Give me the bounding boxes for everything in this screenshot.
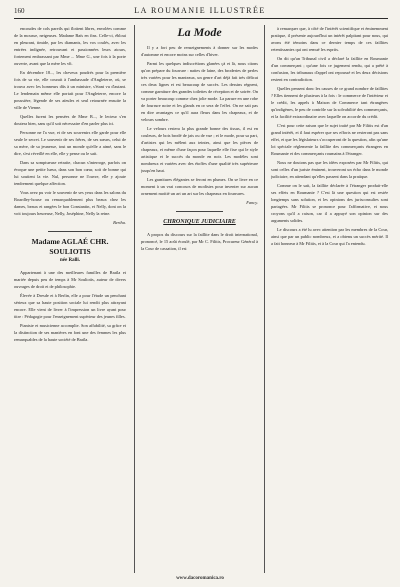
section-divider <box>176 211 223 212</box>
paragraph: Le velours restera la plus grande bonne des tissus, il est en couleurs, de bois brodé de jais ou de vue ; et le mode, pour sa part, d'artistes qui les mêlent aux teintes, ainsi que les pièces de chapeaux, et même d'une façon pour laquelle elle fixe qui le style artistique et le succès du monde en noir. Les modèles sont nombreux et variées avec des étoffes d'une qualité très supérieure jusqu'en haut. <box>141 126 258 173</box>
paragraph: Quelles furent les pensées de Mme B..., le lecteur s'en doutera bien, sans qu'il soit nécessaire d'en parler plus ici. <box>14 114 126 126</box>
paragraph: Nous ne doutons pas que les idées exposées par Mr Filitis, qui sont celles d'un juriste éminent, trouveront un écho dans le monde judiciaire, en attendant qu'elles passent dans la pratique. <box>271 160 388 179</box>
column-3 <box>271 25 388 573</box>
paragraph: Dans sa somptueuse retraite, chacun s'interroge, parfois on évoque une petite lueur, dans son bon cœur, soit de bonne qui lui soutient la vie. Nul, personne ne l'ouvre, elle y ajoute tendrement quelque affection. <box>14 160 126 186</box>
article-title: La Mode <box>177 25 222 39</box>
section-title: CHRONIQUE JUDICIAIRE <box>163 219 236 225</box>
footer-url: www.dacoromanica.ro <box>176 576 224 581</box>
paragraph: En décembre 18..., les cheveux poudrés pour la première fois de sa vie, elle courait à l'ambassade d'Angleterre, où, se trouva avec les honneurs dûs à un ministre, s'étant vu d'autant. Le lendemain même elle portait pour l'Angleterre, encore la poussière, légende de ses aïeules et seul retournée ensuite la ville de Vienne. <box>14 70 126 110</box>
column-divider <box>134 25 135 573</box>
paragraph: C'est pour cette raison que le sujet traité par Mr Filitis est d'un grand intérêt, et il faut espérer que ses efforts ne resteront pas sans effet, et que les législateurs s'occuperont de la question, afin qu'une loi spéciale réglemente la faillite des commerçants étrangers en Roumanie et des commerçants roumains à l'étranger. <box>271 123 388 156</box>
page-number: 160 <box>14 7 25 15</box>
paragraph: Parmi les quelques indiscrétions glanées çà et là, nous citons qu'on prépare du fourrure : nattes de laine, des broderies de perles très variées pour les manteaux, un genre d'art déjà fait très délicat ces deux lignes et est beaucoup de succès. Les dessins régnent, comme garniture des grandes toilettes de réception et de soirée. On va porter beaucoup comme chez jolie mode. La parure en une robe de fourrure noire et les glands en or sera de l'effet. On ne sait pas en dire avantages ce qu'il aura fleurs dans les chapeaux, et de velours sombre. <box>141 61 258 122</box>
section-divider <box>48 231 93 232</box>
paragraph: Personne ne l'a vue, et de ses souvenirs elle garde pour elle seule le secret. Le souvenir de ses frêres, de ses sœurs, celui de sa mère, de sa jeunesse, tout un monde qu'elle a aimé, sans le dire, s'est réveillé en elle, elle y pense ou le sait. <box>14 130 126 156</box>
paragraph: Vous avez pu voir le souvenir de ses yeux dans les salons du Boardley-house ou remarquablement plus beaux chez les dames, beaux et rangées le bon Constantin, et Nelly, dont on la voit toujours heureuse, Nelly, Joséphine, Nelly la reine. <box>14 190 126 216</box>
paragraph: Les garnitures élégantes se feront en plumes. On se livre en ce moment à un vrai concours de modistes pour inventer sur aucun ornement moitié un art un art sur les chapeaux en fourrures. <box>141 177 258 196</box>
paragraph: à remarquer que, à côté de l'intérêt scientifique et éminemment pratique, il présente aujourd'hui un intérêt palpitant pour nous, qui avons été témoins dans ce dernier temps de ces faillites retentissantes qui ont remué les esprits. <box>271 26 388 52</box>
paragraph: Appartenant à une des meilleures familles de Braïla et mariée depuis peu de temps à Mr Souliotis, auteur de divers ouvrages de droit et de philosophie. <box>14 270 126 289</box>
column-2 <box>141 25 258 573</box>
paragraph: Le discours a été lu avec attention par les membres de la Cour, ainsi que par un public nombreux, et a obtenu un succès mérité. Il a fait honneur à Mr Filitis, et à la Cour qui l'a entendu. <box>271 227 388 246</box>
column-divider <box>264 25 265 573</box>
signature: Bertha. <box>113 220 126 225</box>
paragraph: A propos du discours sur la faillite dans le droit international, prononcé, le 15 août écoulé, par Mr C. Filitis, Procureur Général à la Cour de cassation, il est <box>141 232 258 251</box>
paragraph: Élevée à Dresde et à Berlin, elle a pour l'étude un penchant sérieux que sa haute position sociale lui rendit plus attrayant encore. Elle vient de livrer à l'impression un livre ayant pour titre : Pédagogie pour l'enseignement supérieur des jeunes filles. <box>14 293 126 319</box>
column-1 <box>14 25 126 573</box>
paragraph: Pianiste et musicienne accomplie. Son affabilité, sa grâce et la distinction de ses manières en font une des femmes les plus remarquables de la haute société de Braïla. <box>14 323 126 342</box>
section-subheading: née Ralli. <box>60 258 80 263</box>
paragraph: Quelles pensent donc les causes de ce grand nombre de faillites ? Elles tiennent de plusieurs à la fois : le commerce de l'intérieur et le crédit, les appels à Maison de Commerce tant étrangères qu'indigènes, le peu de contrôle sur la solvabilité des commerçants, et la facilité extraordinaire avec laquelle on accorde du crédit. <box>271 86 388 119</box>
section-heading: Madame AGLAÉ CHR. SOULIOTIS <box>31 237 109 256</box>
paragraph: encoudes de cols pareils qui flottent libres, envolées comme de la mousse, neigeuses. Madame Baïs en fins. Celle-ci, ébloui en pleurant, timide, par les diamants, les vos coulés, avec les entrées indignée, retrouvant et passionnées leurs atours, fortement embrassant par Mme ... Mme G., une fois à la porte ouverte, avant que la mère les vît. <box>14 26 126 66</box>
running-title: LA ROUMANIE ILLUSTRÉE <box>134 6 266 15</box>
paragraph: Comme on le sait, la faillite déclarée à l'étranger produit-elle ses effets en Roumanie ? C'est là une question qui est restée longtemps sans solution, et les opinions des jurisconsultes sont partagées. Mr Filitis se prononce pour l'affirmative, et nous croyons qu'il a raison, car il a appuyé son opinion sur des arguments solides. <box>271 183 388 223</box>
paragraph: On dit qu'un Tribunal civil a déclaré la faillite en Roumanie d'un commerçant ; qu'une fois ce jugement rendu, qui a prêté à confusion, les tribunaux d'appel ont repoussé et les deux décisions restent en contradiction. <box>271 56 388 82</box>
header-rule <box>14 18 388 19</box>
paragraph: Il y a fort peu de renseignements à donner sur les modes d'automne et encore moins sur celles d'hiver. <box>141 45 258 57</box>
signature: Fancy. <box>246 200 258 205</box>
